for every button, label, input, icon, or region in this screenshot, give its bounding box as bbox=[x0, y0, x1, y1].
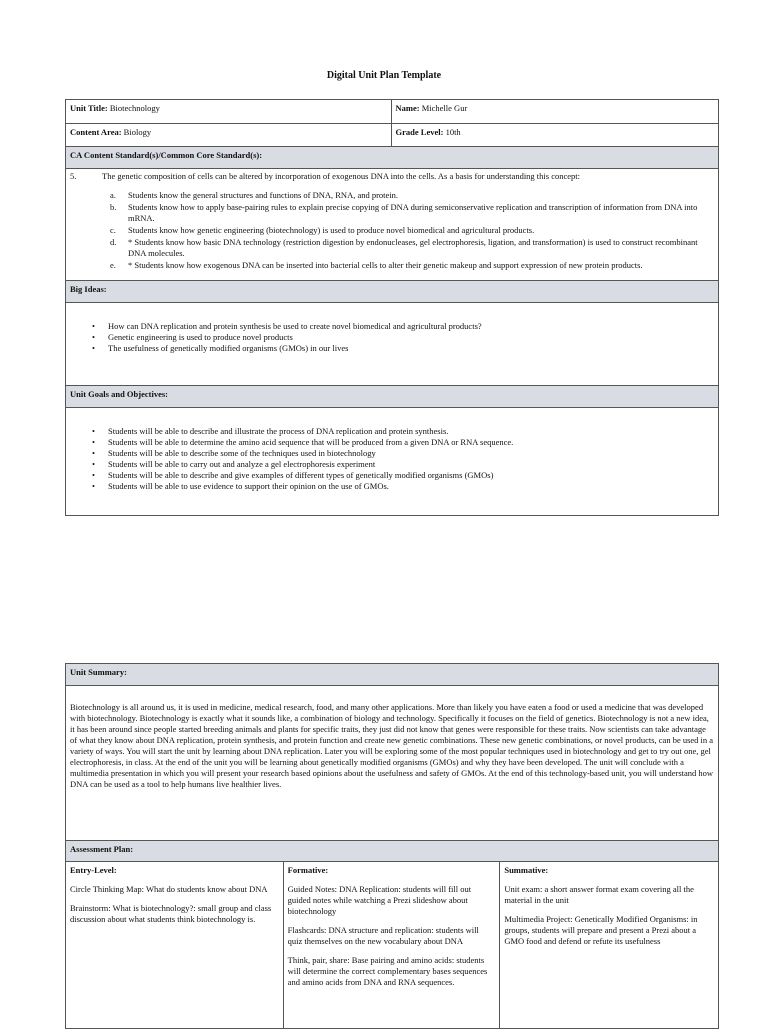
standard-item-marker: d. bbox=[110, 237, 117, 247]
standard-item bbox=[110, 202, 714, 224]
list-item: Think, pair, share: Base pairing and amino acids: students will determine the correct complementary bases sequences and amino acids from DNA and RNA sequences. bbox=[287, 955, 488, 987]
standard-item bbox=[110, 190, 714, 201]
standard-item bbox=[110, 260, 714, 271]
standards-header-row bbox=[66, 147, 719, 169]
standard-items bbox=[70, 190, 714, 271]
name-label: Name: bbox=[395, 103, 420, 113]
list-item: Unit exam: a short answer format exam covering all the material in the unit bbox=[504, 884, 694, 905]
big-ideas-cell bbox=[66, 303, 719, 386]
content-area-row bbox=[66, 124, 719, 147]
unit-summary-table bbox=[65, 663, 719, 1029]
entry-level-cell bbox=[66, 862, 284, 1029]
standard-item bbox=[110, 237, 714, 259]
standard-item-text: Students know the general structures and functions of DNA, RNA, and protein. bbox=[128, 190, 399, 200]
standards-row bbox=[66, 169, 719, 281]
list-item: • How can DNA replication and protein synthesis be used to create novel biomedical and agricultural products? bbox=[90, 321, 714, 332]
standard-item-marker: c. bbox=[110, 225, 116, 235]
grade-level-value: 10th bbox=[445, 127, 461, 137]
standard-text: The genetic composition of cells can be altered by incorporation of exogenous DNA into the cells. As a basis for understanding this concept: bbox=[102, 171, 581, 181]
list-item: Flashcards: DNA structure and replication: students will quiz themselves on the new vocabulary about DNA bbox=[287, 925, 479, 946]
list-item: • Students will be able to use evidence to support their opinion on the use of GMOs. bbox=[90, 481, 714, 492]
summative-cell bbox=[500, 862, 719, 1029]
grade-level-cell bbox=[391, 124, 718, 147]
list-item: • Students will be able to describe some of the techniques used in biotechnology bbox=[90, 448, 714, 459]
standard-item-text: Students know how to apply base-pairing rules to explain precise copying of DNA during semiconservative replication and transcription of information from DNA into mRNA. bbox=[128, 202, 698, 223]
summary-text: Biotechnology is all around us, it is used in medicine, medical research, food, and many other applications. More than likely you have eaten a food or used a medicine that was developed with biotechnology. Biotechnology is exactly what it sounds like, a combination of biology and technology. Specifically it focuses on the field of genetics. Biotechnology is not a new idea, it has been around since people started breeding animals and plants for specific traits, they just did not know that genes were responsible for these traits. Now scientists can take advantage of what they know about DNA replication, protein synthesis, and protein function and create new genetic combinations. These new genetic combinations, or novel products, can be used in a variety of ways. You will start the unit by learning about DNA replication. Later you will be exploring some of the most popular techniques used in biotechnology and get to try out one, gel electrophoresis, in class. At the end of the unit you will be learning about genetically modified organisms (GMOs) and why they have been developed. The unit will conclude with a multimedia presentation in which you will present your research based opinions about the usefulness and safety of GMOs. At the end of this technology-based unit, you will understand how DNA can be used as a tool to help humans live healthier lives. bbox=[70, 702, 714, 789]
assessment-header-row bbox=[66, 841, 719, 862]
standard-item-marker: a. bbox=[110, 190, 116, 200]
list-item: Multimedia Project: Genetically Modified Organisms: in groups, students will prepare and present a Prezi about a GMO food and defend or refute its usefulness bbox=[504, 914, 698, 946]
content-area-value: Biology bbox=[123, 127, 152, 137]
standard-item-marker: e. bbox=[110, 260, 116, 270]
standard-item-text: * Students know how basic DNA technology (restriction digestion by endonucleases, gel electrophoresis, ligation, and transformation) is used to construct recombinant DNA molecules. bbox=[128, 237, 698, 258]
name-value: Michelle Gur bbox=[421, 103, 468, 113]
unit-title-row bbox=[66, 100, 719, 124]
unit-title-label: Unit Title: bbox=[70, 103, 108, 113]
summary-header: Unit Summary: bbox=[66, 664, 719, 686]
goals-cell bbox=[66, 408, 719, 516]
list-item: Guided Notes: DNA Replication: students will fill out guided notes while watching a Prezi slideshow about biotechnology bbox=[287, 884, 472, 916]
unit-title-cell bbox=[66, 100, 392, 124]
standards-header: CA Content Standard(s)/Common Core Standard(s): bbox=[66, 147, 719, 169]
big-ideas-header: Big Ideas: bbox=[66, 281, 719, 303]
entry-level-heading: Entry-Level: bbox=[70, 865, 117, 875]
list-item: Circle Thinking Map: What do students know about DNA bbox=[70, 884, 268, 894]
list-item: • Genetic engineering is used to produce novel products bbox=[90, 332, 714, 343]
goals-header-row bbox=[66, 386, 719, 408]
content-area-label: Content Area: bbox=[70, 127, 122, 137]
formative-heading: Formative: bbox=[287, 865, 329, 875]
standard-intro bbox=[70, 171, 714, 182]
standard-item-text: * Students know how exogenous DNA can be inserted into bacterial cells to alter their genetic makeup and support expression of new protein products. bbox=[128, 260, 643, 270]
assessment-row bbox=[66, 862, 719, 1029]
goals-header: Unit Goals and Objectives: bbox=[66, 386, 719, 408]
standards-cell bbox=[66, 169, 719, 281]
unit-title-value: Biotechnology bbox=[109, 103, 160, 113]
summative-heading: Summative: bbox=[504, 865, 549, 875]
summary-row bbox=[66, 686, 719, 841]
summary-header-row bbox=[66, 664, 719, 686]
standard-item-text: Students know how genetic engineering (biotechnology) is used to produce novel biomedical and agricultural products. bbox=[128, 225, 535, 235]
goals-row bbox=[66, 408, 719, 516]
list-item: • Students will be able to describe and illustrate the process of DNA replication and protein synthesis. bbox=[90, 426, 714, 437]
list-item: • Students will be able to describe and give examples of different types of genetically modified organisms (GMOs) bbox=[90, 470, 714, 481]
assessment-header: Assessment Plan: bbox=[66, 841, 719, 862]
list-item: Brainstorm: What is biotechnology?: small group and class discussion about what students think biotechnology is. bbox=[70, 903, 272, 924]
summary-cell bbox=[66, 686, 719, 841]
goals-list bbox=[70, 426, 714, 492]
standard-item bbox=[110, 225, 714, 236]
big-ideas-header-row bbox=[66, 281, 719, 303]
name-cell bbox=[391, 100, 718, 124]
unit-info-table bbox=[65, 99, 719, 516]
standard-item-marker: b. bbox=[110, 202, 117, 212]
standard-number: 5. bbox=[70, 171, 77, 181]
list-item: • The usefulness of genetically modified organisms (GMOs) in our lives bbox=[90, 343, 714, 354]
document-title: Digital Unit Plan Template bbox=[326, 70, 442, 81]
big-ideas-list bbox=[70, 321, 714, 354]
content-area-cell bbox=[66, 124, 392, 147]
big-ideas-row bbox=[66, 303, 719, 386]
grade-level-label: Grade Level: bbox=[395, 127, 444, 137]
list-item: • Students will be able to carry out and analyze a gel electrophoresis experiment bbox=[90, 459, 714, 470]
formative-cell bbox=[283, 862, 500, 1029]
list-item: • Students will be able to determine the amino acid sequence that will be produced from a given DNA or RNA sequence. bbox=[90, 437, 714, 448]
